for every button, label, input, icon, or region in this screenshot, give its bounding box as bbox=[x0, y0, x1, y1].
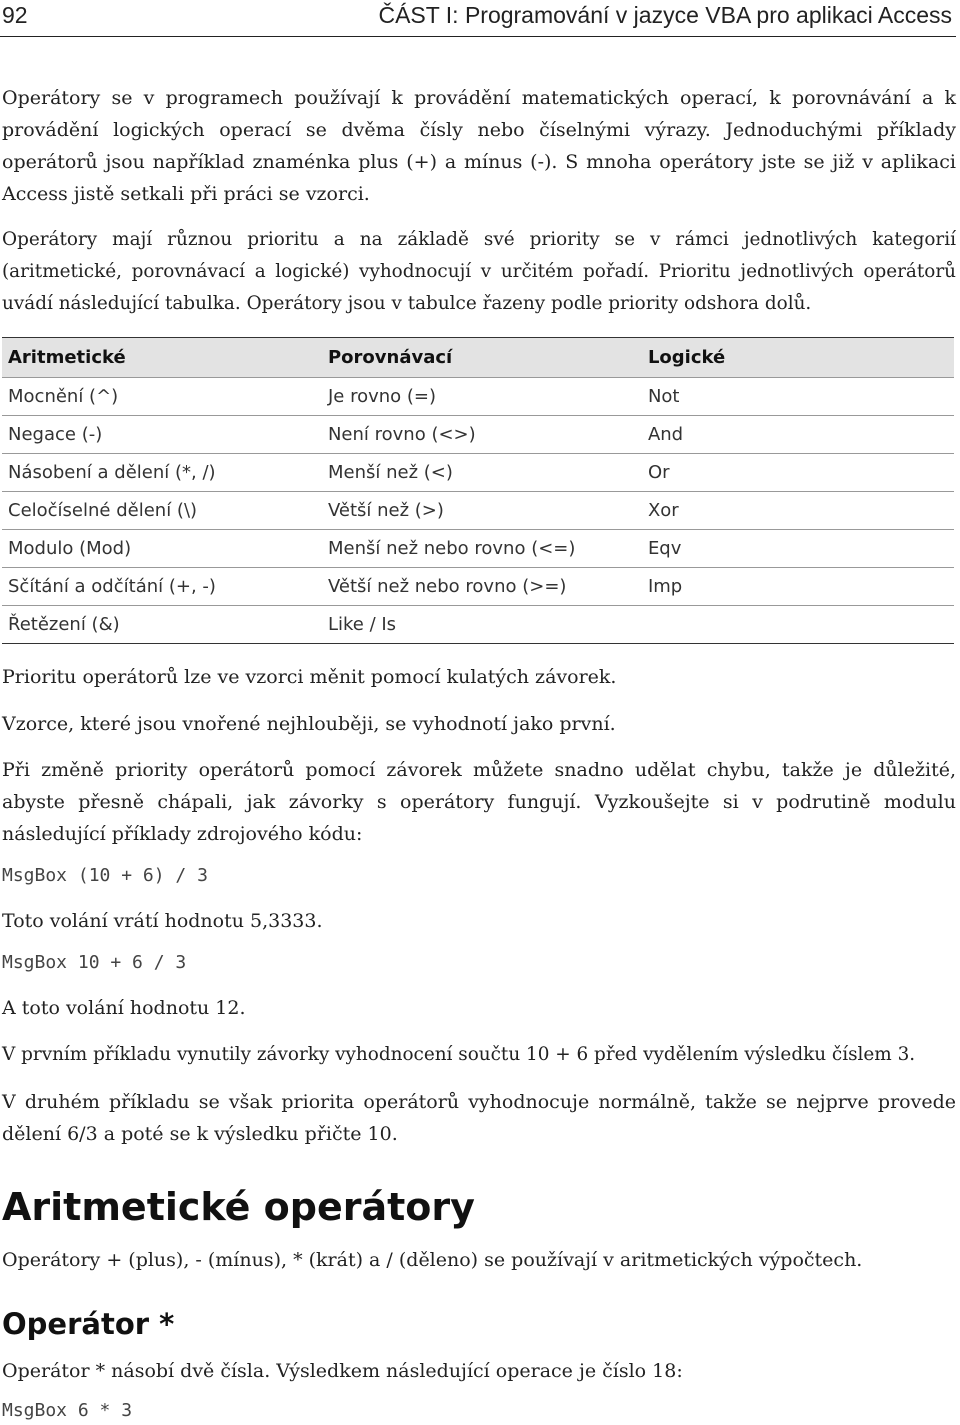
table-cell: Řetězení (&) bbox=[8, 614, 120, 635]
table-cell: Not bbox=[647, 386, 680, 407]
body-paragraph: Prioritu operátorů lze ve vzorci měnit pomocí kulatých závorek. bbox=[2, 666, 617, 688]
body-paragraph: V druhém příkladu se však priorita operátorů vyhodnocuje normálně, takže se nejprve provede dělení 6/3 a poté se k výsledku přičte 10. bbox=[2, 1091, 956, 1145]
table-cell: And bbox=[647, 424, 684, 445]
table-cell: Větší než (>) bbox=[327, 500, 444, 521]
operator-priority-table bbox=[2, 337, 954, 644]
section-paragraph: Operátory + (plus), - (mínus), * (krát) a / (děleno) se používají v aritmetických výpočtech. bbox=[2, 1249, 863, 1271]
subsection-paragraph: Operátor * násobí dvě čísla. Výsledkem následující operace je číslo 18: bbox=[2, 1360, 683, 1382]
page-header bbox=[0, 0, 956, 37]
table-cell: Menší než nebo rovno (<=) bbox=[327, 538, 576, 559]
table-cell: Imp bbox=[647, 576, 683, 597]
code-example-3: MsgBox 6 * 3 bbox=[2, 1400, 133, 1421]
table-cell: Je rovno (=) bbox=[327, 386, 437, 407]
table-cell: Není rovno (<>) bbox=[327, 424, 476, 445]
table-cell: Menší než (<) bbox=[327, 462, 453, 483]
table-cell: Or bbox=[647, 462, 670, 483]
table-row bbox=[2, 491, 954, 529]
table-header-row bbox=[2, 338, 954, 377]
table-row bbox=[2, 529, 954, 567]
table-cell: Sčítání a odčítání (+, -) bbox=[8, 576, 216, 597]
table-cell: Xor bbox=[647, 500, 679, 521]
subsection-heading: Operátor * bbox=[2, 1307, 175, 1341]
table-row bbox=[2, 453, 954, 491]
table-row bbox=[2, 415, 954, 453]
body-paragraph: Vzorce, které jsou vnořené nejhlouběji, se vyhodnotí jako první. bbox=[2, 713, 616, 735]
table-cell: Modulo (Mod) bbox=[8, 538, 132, 559]
table-cell: Větší než nebo rovno (>=) bbox=[327, 576, 567, 597]
running-title: ČÁST I: Programování v jazyce VBA pro aplikaci Access bbox=[378, 2, 952, 28]
intro-paragraph-1: Operátory se v programech používají k provádění matematických operací, k porovnávání a k provádění logických operací se dvěma čísly nebo číselnými výrazy. Jednoduchými příklady operátorů jsou například znaménka plus (+) a mínus (-). S mnoha operátory jste se již v aplikaci Access jistě setkali při práci se vzorci. bbox=[2, 87, 956, 205]
table-cell: Násobení a dělení (*, /) bbox=[8, 462, 216, 483]
table-cell: Mocnění (^) bbox=[8, 386, 119, 407]
body-paragraph: A toto volání hodnotu 12. bbox=[2, 997, 246, 1019]
body-paragraph: Při změně priority operátorů pomocí závorek můžete snadno udělat chybu, takže je důležité, abyste přesně chápali, jak závorky s operátory fungují. Vyzkoušejte si v podrutině modulu následující příklady zdrojového kódu: bbox=[2, 759, 956, 845]
column-header-comparison: Porovnávací bbox=[327, 347, 453, 368]
column-header-arithmetic: Aritmetické bbox=[8, 347, 126, 368]
table-cell: Like / Is bbox=[327, 614, 397, 635]
table-cell: Celočíselné dělení (\) bbox=[8, 500, 198, 521]
intro-paragraph-2: Operátory mají různou prioritu a na základě své priority se v rámci jednotlivých kategorií (aritmetické, porovnávací a logické) vyhodnocují v určitém pořadí. Prioritu jednotlivých operátorů uvádí následující tabulka. Operátory jsou v tabulce řazeny podle priority odshora dolů. bbox=[2, 229, 956, 314]
body-paragraph: V prvním příkladu vynutily závorky vyhodnocení součtu 10 + 6 před vydělením výsledku číslem 3. bbox=[2, 1044, 916, 1065]
body-paragraph: Toto volání vrátí hodnotu 5,3333. bbox=[2, 910, 323, 932]
table-cell: Eqv bbox=[647, 538, 682, 559]
section-heading: Aritmetické operátory bbox=[2, 1185, 475, 1229]
table-cell: Negace (-) bbox=[8, 424, 103, 445]
code-example-1: MsgBox (10 + 6) / 3 bbox=[2, 865, 208, 886]
column-header-logical: Logické bbox=[647, 347, 726, 368]
table-row bbox=[2, 567, 954, 605]
table-row bbox=[2, 605, 954, 643]
table-row bbox=[2, 377, 954, 415]
page-number: 92 bbox=[2, 2, 28, 28]
code-example-2: MsgBox 10 + 6 / 3 bbox=[2, 952, 187, 973]
